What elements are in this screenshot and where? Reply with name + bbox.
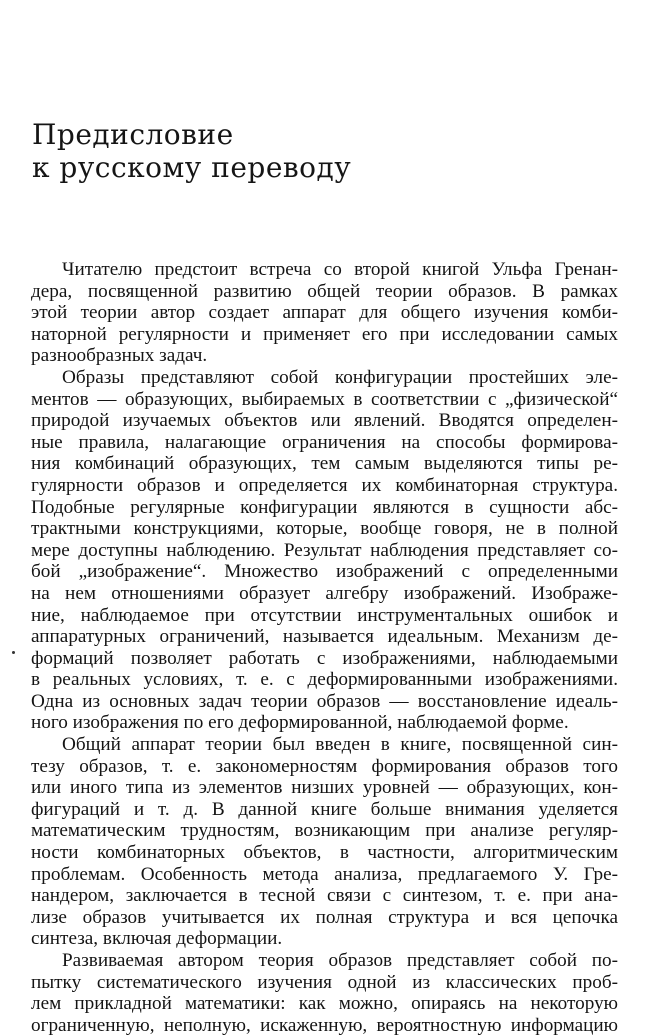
text-line: ментов — образующих, выбираемых в соответствии с „физической“ [31,388,618,410]
text-line: тезу образов, т. е. закономерностям формирования образов того [31,755,618,777]
text-line: фигураций и т. д. В данной книге больше внимания уделяется [31,798,618,820]
text-line: Подобные регулярные конфигурации являются в сущности абс- [31,496,618,518]
text-line: трактными конструкциями, которые, вообще говоря, не в полной [31,518,618,540]
text-line: проблемам. Особенность метода анализа, предлагаемого У. Гре- [31,863,618,885]
paragraph [31,259,618,367]
text-line: или иного типа из элементов низших уровней — образующих, кон- [31,777,618,799]
text-line: ные правила, налагающие ограничения на способы формирова- [31,431,618,453]
text-line: наторной регулярности и применяет его при исследовании самых [31,323,618,345]
text-line: Одна из основных задач теории образов — восстановление идеаль- [31,690,618,712]
text-line: пытку систематического изучения одной из классических проб- [31,971,618,993]
text-line: на нем отношениями образует алгебру изображений. Изображе- [31,582,618,604]
title-line-2: к русскому переводу [32,151,352,184]
text-line: ние, наблюдаемое при отсутствии инструментальных ошибок и [31,604,618,626]
text-line: аппаратурных ограничений, называется идеальным. Механизм де- [31,626,618,648]
text-line: Образы представляют собой конфигурации простейших эле- [62,366,618,388]
text-line: нандером, заключается в тесной связи с синтезом, т. е. при ана- [31,885,618,907]
text-line: Общий аппарат теории был введен в книге, посвященной син- [62,734,618,756]
text-line: мере доступны наблюдению. Результат наблюдения представляет со- [31,539,618,561]
margin-speck [12,651,15,654]
text-line: Читателю предстоит встреча со второй книгой Ульфа Гренан- [62,259,618,280]
text-line: ности комбинаторных объектов, в частности, алгоритмическим [31,842,618,864]
text-line: разнообразных задач. [31,345,208,367]
text-line: ного изображения по его деформированной, наблюдаемой форме. [31,712,569,734]
title-line-1: Предисловие [32,118,234,151]
text-line: этой теории автор создает аппарат для общего изучения комби- [31,302,618,324]
text-line: синтеза, включая деформации. [31,928,283,950]
text-line: природой изучаемых объектов или явлений. Вводятся определен- [31,410,618,432]
body-text [31,259,618,1036]
paragraph [31,367,618,734]
page-title [32,118,351,184]
paragraph [31,950,618,1036]
paragraph [31,734,618,950]
text-line: гулярности образов и определяется их комбинаторная структура. [31,474,618,496]
text-line: Развиваемая автором теория образов представляет собой по- [62,950,618,971]
text-line: формаций позволяет работать с изображениями, наблюдаемыми [31,647,618,669]
text-line: ния комбинаций образующих, тем самым выделяются типы ре- [31,453,618,475]
text-line: лизе образов учитывается их полная структура и вся цепочка [31,906,618,928]
text-line: математическим трудностям, возникающим при анализе регуляр- [31,820,618,842]
text-line: лем прикладной математики: как можно, опираясь на некоторую [31,993,618,1015]
text-line: ограниченную, неполную, искаженную, вероятностную информацию [31,1014,618,1036]
text-line: в реальных условиях, т. е. с деформированными изображениями. [31,669,618,691]
text-line: бой „изображение“. Множество изображений с определенными [31,561,618,583]
text-line: дера, посвященной развитию общей теории образов. В рамках [31,280,618,302]
